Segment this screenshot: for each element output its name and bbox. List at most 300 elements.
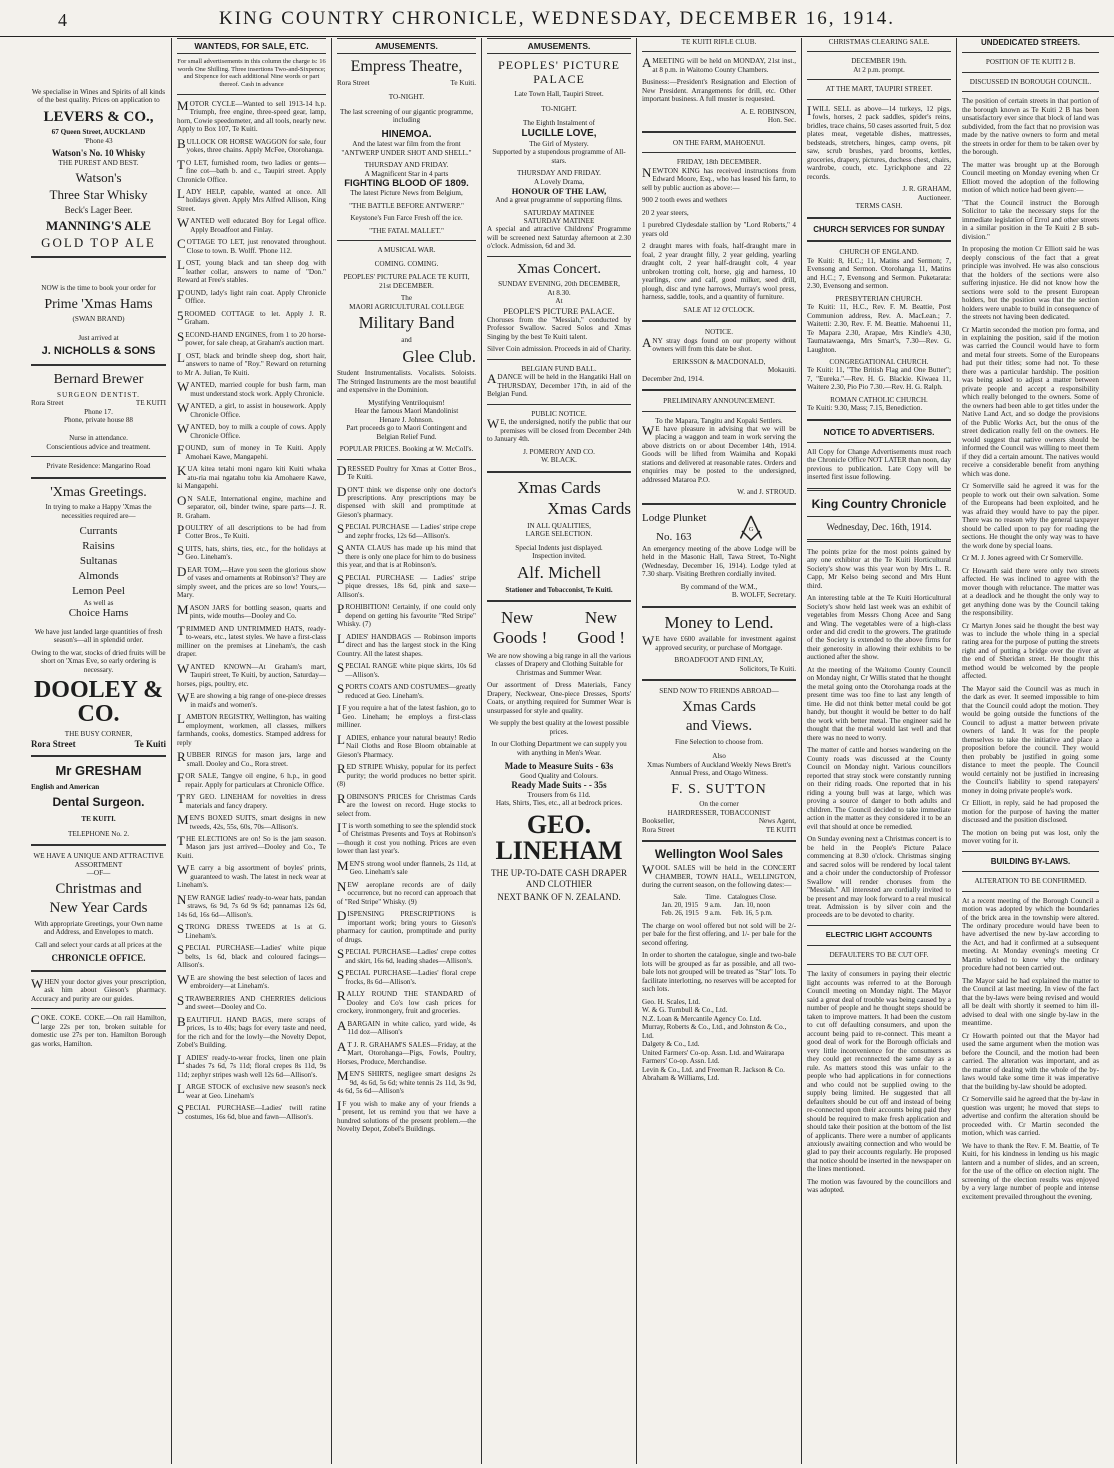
article-paragraph: Cr Somerville said he agreed that the by-law in question was urgent; he moved that steps to advertise and confirm the alteration should be proceeded with. Cr Martin seconded the motion, which was carried. [962,1095,1099,1138]
list-item: RUBBER RINGS for mason jars, large and small. Dooley and Co., Rora street. [177,749,326,768]
special-floral: SPECIAL PURCHASE—Ladies' floral crepe frocks, 8s 6d—Allison's. [337,967,476,986]
brewer-name: Bernard Brewer [53,372,144,388]
list-item: SUITS, hats, shirts, ties, etc., for the holidays at Geo. Lineham's. [177,542,326,562]
brewer-street: Rora Street [31,399,64,408]
lineham-name: GEO. LINEHAM [495,809,623,865]
mokauiti: Mokauiti. [767,366,796,375]
list-item: WANTED, married couple for bush farm, man must understand stock work. Apply Chronicle. [177,379,326,398]
list-item: FOUND, lady's light rain coat. Apply Chronicle Office. [177,286,326,306]
list-item: KUA kitea tetahi moni ngaro kiti Kuiti whaka atu-ria mai ngatahu tohu kia Amohaere Kawe, ki Mangapehi. [177,463,326,491]
list-item: THE ELECTIONS are on! So is the jam season. Mason jars just arrived—Dooley and Co., Te Kuiti. [177,833,326,860]
unique-assortment: WE HAVE A UNIQUE AND ATTRACTIVE ASSORTMENT [33,852,164,869]
public-notice: PUBLIC NOTICE. [531,409,587,418]
list-item: Abraham & Williams, Ltd. [642,1074,720,1083]
empress-thu-fri: THURSDAY AND FRIDAY. [364,161,449,170]
latest-pictures: The latest Picture News from Belgium, [350,189,463,198]
call-text: Call and select your cards at all prices at the [35,940,162,949]
silver-coin: Silver Coin admission. Proceeds in aid of Charity. [487,345,631,354]
table-header: Catalogues Close. [727,893,777,901]
sale-at: SALE AT 12 O'CLOCK. [683,305,755,314]
bookseller: Bookseller, [642,817,675,826]
list-item: WE carry a big assortment of boyles' prints, guaranteed to wash. The latest in neck wear at Lineham's. [177,862,326,890]
square-compass-icon [735,513,767,543]
money-to-lend: Money to Lend. [664,612,774,632]
purest-best: THE PUREST AND BEST. [58,159,139,168]
firm-list [642,998,796,1083]
special-indents: Special Indents just displayed. [515,543,603,552]
article-paragraph: Cr Howarth pointed out that the Mayor had used the same argument when the motion was before the Council, and the motion had been carried. The alteration was important, and as the matter of dealing with the whole of the by-laws would take some time it was imperative that the building by-law should be adopted. [962,1031,1099,1091]
dont-think: DON'T think we dispense only one doctor's prescriptions. Any prescriptions may be dispensed with skill and promptitude at Gieson's pharmacy. [337,483,476,519]
sutton-name: F. S. SUTTON [671,781,767,797]
maori-college: MAORI AGRICULTURAL COLLEGE [349,302,464,311]
at-2pm: At 2 p.m. prompt. [853,65,905,74]
list-item: TRY GEO. LINEHAM for novelties in dress materials and fancy drapery. [177,791,326,810]
ppp-tonight: TO-NIGHT. [541,104,577,113]
swan-brand: (SWAN BRAND) [72,315,125,324]
hear-famous: Hear the famous Maori Mandolinist [354,407,459,416]
list-item: LAMBTON REGISTRY, Wellington, has waiting employment, workmen, all classes, milkers farmhands, cooks, domestics. Stamped address for reply [177,711,326,747]
rally-round: RALLY ROUND THE STANDARD of Dooley and Co's low cash prices for crockery, ironmongery, fruit and groceries. [337,988,476,1016]
list-item: MASON JARS for bottling season, quarts and pints, wide mouths—Dooley and Co. [177,601,326,621]
page-columns [26,38,1104,1464]
saturday-matinee-1: SATURDAY MATINEE [523,208,595,217]
discussed-council: DISCUSSED IN BOROUGH COUNCIL. [969,77,1092,86]
editorial-paragraph: At the meeting of the Waitomo County Council on Monday night, Cr Willis stated that he thought the metal going onto the Otorohanga roads at the present time was too fine to last any length of time. He did not think better metal could be got handy, but thought it would be better to do half the work with better metal. The engineer said he thought that the metal would last well and that there was no need to worry. [807,665,951,742]
graham-sales: AT J. R. GRAHAM'S SALES—Friday, at the Mart, Otorohanga—Pigs, Fowls, Poultry, Horses, Produce, Merchandise. [337,1038,476,1066]
list-item: WANTED, boy to milk a couple of cows. Apply Chronicle Office. [177,421,326,440]
at-830: At 8.30. [547,288,571,297]
special-pique: SPECIAL PURCHASE — Ladies' stripe pique dresses, 18s 6d, pink and saxe—Allison's. [337,571,476,599]
news-agent: News Agent, [758,817,796,826]
rifle-business: Business:—President's Resignation and Election of New President. Arrangements for drill, etc. Other important business. A full muster is requested. [642,78,796,104]
xmas-greetings: 'Xmas Greetings. [50,484,147,500]
ladies-enhance: LADIES, enhance your natural beauty! Redio Nail Cloths and Rose Bloom obtainable at Gieson's Pharmacy. [337,731,476,759]
list-item: LARGE STOCK of exclusive new season's neck wear at Geo. Lineham's [177,1081,326,1100]
article-paragraph: At a recent meeting of the Borough Council a motion was adopted by which the boundaries of the brick area in the township were altered. The ordinary procedure would have been to have advertised the new by-law according to the Act, and had it confirmed at a subsequent meeting. At Monday evening's meeting Cr Martin wished to know why the ordinary procedure had not been carried out. [962,896,1099,973]
article-paragraph: Cr Martyn Jones said he thought the best way was to include the whole thing in a special rating area for the purpose of putting the streets right and of putting a bridge over the river at the end of Sheridan street. He thought this method would be welcomed by the people affected. [962,621,1099,681]
fighting-blood: FIGHTING BLOOD OF 1809. [344,178,469,190]
dec-19th: DECEMBER 19th. [851,57,907,66]
table-row [658,910,779,918]
on-corner: On the corner [699,800,739,809]
church-england-text: Te Kuiti: 8, H.C.; 11, Matins and Sermon; 7, Evensong and Sermon. Otorohanga 11, Matins and H.C.; 7, Evensong and Sermon. Puketarata: 2.30, Evensong and sermon. [807,256,951,291]
hairdresser: HAIRDRESSER, TOBACCONIST [667,808,771,817]
fine-selection: Fine Selection to choose from. [674,737,764,746]
newton-king: NEWTON KING has received instructions from Edward Moore, Esq., who has leased his farm, to sell by public auction as above:— [642,164,796,192]
coming-coming: COMING. COMING. [374,259,439,268]
alf-michell: Alf. Michell [516,562,602,582]
table-header: Sale. [673,893,687,901]
list-item: W. & G. Turnbull & Co., Ltd. [642,1006,728,1015]
eighth-instalment: The Eighth Instalment of [522,119,596,128]
notice-date: December 2nd, 1914. [642,374,704,383]
wanteds-list [177,97,326,1121]
girl-mystery: The Girl of Mystery. [529,139,589,148]
table-row [658,894,779,902]
stationer: Stationer and Tobacconist, Te Kuiti. [505,585,613,594]
lodge-number: No. 163 [656,530,692,543]
list-item: N.Z. Loan & Mercantile Agency Co. Ltd. [642,1014,762,1023]
list-item: 5ROOMED COTTAGE to let. Apply J. R. Graham. [177,307,326,327]
article-paragraph: The Mayor said the Council was as much in the dark as ever. It seemed impossible to him that the Council could adopt the motion. They would be going outside the functions of the Council to adjust a matter between private owners of land. It was for the people themselves to take the initiative and place a proposition before the council. They would then probably be justified in going some distance to meet the people. The Council would certainly not be justified in increasing the Council's liability to spend ratepayers' money in doing private people's work. [962,684,1099,795]
nurse-note: Nurse in attendance. [69,434,128,443]
list-item: MEN'S BOXED SUITS, smart designs in new tweeds, 42s, 55s, 60s, 70s—Allison's. [177,812,326,831]
ready-made: Ready Made Suits - - 35s [511,780,607,791]
good-2: Good ! [577,627,625,647]
pleasure-advising: WE have pleasure in advising that we will be placing a waggon and team in work serving the above districts on or about December 14th, 1914. Goods will be lifted from Waimiha and Kopaki stations and delivered at reasonable rates. Orders and enquiries may be posted to the undersigned, addressed Mataroa P.O. [642,422,796,484]
supply-best: We supply the best quality at the lowest possible prices. [489,719,629,736]
wool-text: WOOL SALES will be held in the CONCERT CHAMBER, TOWN HALL, WELLINGTON, during the current season, on the following dates:— [642,862,796,890]
auctioneer: Auctioneer. [917,193,951,202]
ppp-thu-fri: THURSDAY AND FRIDAY. [517,169,601,178]
article-paragraph: We have to thank the Rev. F. M. Beattie, of Te Kuiti, for his kindness in lending us his magic lantern and a number of slides, and an screen, for the use of the office on election night. The screening of the election results was enjoyed by a very large number of people and intense excitement prevailed throughout the evening. [962,1141,1099,1201]
church-services: CHURCH SERVICES FOR SUNDAY [813,224,945,234]
doctor-ad: WHEN your doctor gives your prescription, ask him about Gieson's pharmacy. Accuracy and purity are our guides. [31,975,166,1003]
honour-of-law: HONOUR OF THE LAW, [511,186,607,196]
stroud: W. and J. STROUD. [737,488,796,497]
kcc-date: Wednesday, Dec. 16th, 1914. [826,522,932,533]
brewer-town: TE KUITI [135,399,166,408]
robinson-name: A. E. ROBINSON, [740,107,796,116]
proceeds-text: Part proceeds go to Maori Contingent and Belgian Relief Fund. [346,424,467,441]
fruit-item: Currants [79,525,118,538]
choice-hams: Choice Hams [68,606,129,619]
wool-sales: Wellington Wool Sales [654,847,784,862]
military-band: Military Band [358,313,455,333]
santa-claus: SANTA CLAUS has made up his mind that there is only one place for him to do business this year, and that is at Robinson's. [337,542,476,570]
article-paragraph: The Mayor said he had explained the matter to the Council at last meeting. In view of the fact that the by-laws were being revised and would all be dealt with shortly it seemed to him ill-advised to deal with one single by-law in the meantime. [962,976,1099,1028]
list-item: Murray, Roberts & Co., Ltd., and Johnston & Co., Ltd. [642,1023,787,1040]
list-item: LOST, young black and tan sheep dog with leather collar, answers to name of "Don." Reward at Free's stables. [177,257,326,285]
also-label: Also [712,752,726,761]
catholic-text: Te Kuiti: 9.30, Mass; 7.15, Benediction. [807,404,923,413]
preliminary: PRELIMINARY ANNOUNCEMENT. [663,397,775,406]
brewer-phone: Phone 17. [84,407,113,416]
landed-text: We have just landed large quantities of fresh season's—all in splendid order. [34,627,163,645]
dressed-poultry: DRESSED Poultry for Xmas at Cotter Bros., Te Kuiti. [337,462,476,482]
fruit-item: Sultanas [79,554,118,567]
dispensing: DISPENSING PRESCRIPTIONS is important work; bring yours to Gieson's pharmacy for caution, promptitude and purity of drugs. [337,908,476,944]
fruit-item: Almonds [78,569,119,582]
editorial-paragraph: On Sunday evening next a Christmas concert is to be held in the People's Picture Palace commencing at 8.30 o'clock. Christmas singing and sacred solos will be rendered by local talent and a choir under the conductorship of Professor Swallow will render choruses from the "Messiah." All interested are cordially invited to be present and may look forward to a real musical treat. Admission is by silver coin and the proceeds are to be devoted to charity. [807,835,951,920]
hon-sec: Hon. Sec. [767,116,796,125]
christmas-cards-line2: New Year Cards [49,900,148,917]
list-item: SPECIAL PURCHASE—Ladies' twill ratine costumes, 16s 6d, blue and fawn—Allison's. [177,1102,326,1121]
charge-text: The charge on wool offered but not sold will be 2/- per bale for the first offering, and 1/- per bale for the second offering. [642,921,796,947]
fruit-item: Raisins [82,540,115,553]
list-item: BEAUTIFUL HAND BAGS, mere scraps of prices, 1s to 40s; bags for every taste and need, for the rich and for the lowly—the Novelty Depot, Zobel's Building. [177,1013,326,1050]
article-paragraph: Cr Martin seconded the motion pro forma, and in explaining the position, said if the motion was carried the Council would have to form and metal four streets. Some of the Europeans had put their titles; some had not. To these there was a particular hardship. The position was being asked to adjust a matter between private people and accept a responsibility which really belonged to the owners. Some of the owners had been able to get titles under the Native Land Act, and so dodge the provisions of the Public Works Act, but the onus of the street dedication really fell on the owners. He would suggest that native owners should be informed the Council was willing to meet them if they did a certain amount. The natives would receive a considerable benefit from anything which was done. [962,325,1099,478]
battle-before-antwerp: "THE BATTLE BEFORE ANTWERP." [349,201,464,210]
three-star-whisky: Three Star Whisky [49,186,148,202]
list-item: MOTOR CYCLE—Wanted to sell 1913-14 h.p. Triumph, free engine, three-speed gear, lamp, horn, Cowie speedometer, and all tools, nearly new. Apply to Box 107, Te Kuiti. [177,97,326,134]
table-cell: Jan. 10, noon [733,901,771,909]
watsons-10: Watson's No. 10 Whisky [51,148,146,159]
list-item: 20 2 year steers, [642,208,689,217]
sale-list [642,196,796,301]
presbyterian: PRESBYTERIAN CHURCH. [835,294,923,303]
column-3 [331,38,481,1464]
list-item: SPECIAL PURCHASE—Ladies' white pique belts, 1s 6d, black and coloured facings—Allison's. [177,942,326,970]
goods-1: Goods ! [493,627,548,647]
list-item: NEW RANGE ladies' ready-to-wear hats, pandan straws, 6s 9d, 7s 6d 9s 6d; pannamas 12s 6d, 14s 6d, 16s 6d—Allison's. [177,891,326,919]
owing-text: Owing to the war, stocks of dried fruits will be short on 'Xmas Eve, so early ordering is necessary. [31,648,166,674]
wanteds-rates: For small advertisements in this column the charge is: 16 words One Shilling. Three insertions Two-and-Sixpence; and Sixpence for each additional Nine words or part thereof. Cash in advance [177,58,326,88]
list-item: Geo. H. Scales, Ltd. [642,997,701,1006]
list-item: WANTED, a girl, to assist in housework. Apply Chronicle Office. [177,400,326,419]
graham-name: J. R. GRAHAM, [902,185,951,194]
hats-shirts: Hats, Shirts, Ties, etc., all at bedrock prices. [495,799,623,808]
levers-intro: We specialise in Wines and Spirits of all kinds of the best quality. Prices on application to [31,88,166,105]
catholic: ROMAN CATHOLIC CHURCH. [830,395,928,404]
ladies-handbags: LADIES' HANDBAGS — Robinson imports direct and has the largest stock in the King Country. All the latest shapes. [337,630,476,658]
fruit-list [31,524,166,598]
article-paragraph: The matter was brought up at the Borough Council meeting on Monday evening when Cr Elliott moved the adoption of the following motion of which notice had been given:— [962,160,1099,195]
as-well-as: As well as [83,598,114,607]
brewer-phone-private: Phone, private house 88 [63,415,134,424]
sports-coats: SPORTS COATS AND COSTUMES—greatly reduced at Geo. Lineham's. [337,681,476,700]
notice-heading: NOTICE. [704,328,734,337]
bylaws-sub: ALTERATION TO BE CONFIRMED. [974,877,1087,886]
latest-fashion: IF you require a hat of the latest fashion, go to Geo. Lineham; he employs a first-class milliner. [337,702,476,730]
hinemoa-title: HINEMOA. [381,128,432,140]
table-cell: Jan. 20, 1915 [661,901,699,909]
xmas-cards-views-2: and Views. [685,718,753,735]
students-text: Student Instrumentalists. Vocalists. Soloists. The Stringed Instruments are the most beautiful and expensive in the Dominion. [337,369,476,395]
lovely-drama: A Lovely Drama, [533,177,585,186]
prohibition: PROHIBITION! Certainly, if one could only depend on getting his favourite "Red Stripe" Whisky. (7) [337,601,476,629]
dooley-street: Rora Street [31,738,76,749]
electric-light-sub: DEFAULTERS TO BE CUT OFF. [829,950,929,959]
list-item: DEAR TOM,—Have you seen the glorious show of vases and ornaments at Robinson's? They are simply sweet, and the prices are so low! Yours,—Mary. [177,563,326,600]
amusements-header-right: AMUSEMENTS. [487,38,631,54]
table-cell: 9 a.m. [704,909,722,917]
pomeroy: J. POMEROY AND CO. [523,447,595,456]
uptodate-draper: THE UP-TO-DATE CASH DRAPER AND CLOTHIER [490,867,628,889]
latest-war-film: And the latest war film from the front "ANTWERP UNDER SHOT AND SHELL." [341,140,472,157]
column-4 [481,38,636,1464]
inspection-invited: Inspection invited. [532,552,586,561]
kcc-title: King Country Chronicle [811,496,947,511]
column-1 [26,38,171,1464]
masthead [0,0,1114,37]
busy-corner: THE BUSY CORNER, [64,730,133,739]
closure-notice: WE, the undersigned, notify the public that our premises will be closed from December 24th to January 4th. [487,416,631,444]
eriksson: ERIKSSON & MACDONALD, [672,357,766,366]
article-paragraph: "That the Council instruct the Borough Solicitor to take the necessary steps for the immediate legislation of Errol and other streets in a similar position in the Te Kuiti 2 B sub-division." [962,198,1099,241]
amusements-header-left: AMUSEMENTS. [337,38,476,54]
list-item: WE are showing a big range of one-piece dresses in maid's and women's. [177,690,326,709]
mannings-ale: MANNING'S ALE [45,217,152,233]
shorten-text: In order to shorten the catalogue, single and two-bale lots will be grouped as far as possible, and all two-bale lots not grouped will be treated as "Star" lots. To facilitate interlotting, no reserves will be accepted for such lots. [642,951,796,994]
list-item: United Farmers' Co-op. Assn. Ltd. and Wairarapa Farmers' Co-op. Assn. Ltd. [642,1048,785,1066]
gresham-name: Mr GRESHAM [55,763,142,779]
showing-range: We are now showing a big range in all the various classes of Drapery and Clothing Suitable for Christmas and Summer Wear. [487,651,631,677]
notice-advertisers: NOTICE TO ADVERTISERS. [823,426,935,437]
dooley-name: DOOLEY & CO. [33,677,164,728]
empress-theatre: Empress Theatre, [350,58,463,76]
becks-lager: Beck's Lager Beer. [64,205,133,216]
xmas-numbers: Xmas Numbers of Auckland Weekly News Brett's Annual Press, and Otago Witness. [647,760,791,778]
red-stripe: RED STRIPE Whisky, popular for its perfect purity; the world produces no better spirit. (8) [337,761,476,789]
peoples-picture-palace: PEOPLES' PICTURE PALACE [498,58,620,87]
position-2b: POSITION OF TE KUITI 2 B. [985,58,1076,67]
building-bylaws: BUILDING BY-LAWS. [990,856,1071,866]
svg-text:G: G [748,525,754,533]
nicholls-name: J. NICHOLLS & SONS [41,345,156,358]
wool-schedule [658,894,779,918]
xmas-cards-1: Xmas Cards [517,477,601,497]
friday-18th: FRIDAY, 18th DECEMBER. [676,158,762,167]
list-item: STRONG DRESS TWEEDS at 1s at G. Lineham's. [177,921,326,940]
rifle-club: TE KUITI RIFLE CLUB. [681,38,757,46]
saturday-matinee-2: SATURDAY MATINEE [523,216,595,225]
list-item: 900 2 tooth ewes and wethers [642,196,728,205]
list-item: WANTED well educated Boy for Legal office. Apply Broadfoot and Finlay. [177,215,326,234]
new-2: New [584,607,617,627]
by-command: By command of the W.M., [680,582,758,591]
wolff-secretary: B. WOLFF, Secretary. [731,591,796,600]
solicitors: Solicitors, Te Kuiti. [739,664,796,673]
made-to-measure: Made to Measure Suits - 63s [504,761,614,772]
sunday-evening: SUNDAY EVENING, 20th DECEMBER, [498,280,620,289]
column-2 [171,38,331,1464]
trousers: Trousers from 6s 11d. [527,790,591,799]
table-cell: Feb. 26, 1915 [661,909,699,917]
emergency-meeting: An emergency meeting of the above Lodge will be held in the Masonic Hall, Tawa Street, To-Night (Wednesday, December 16, 1914). Lodge tyled at 7.30 sharp. Visiting Brethren cordially invited. [642,544,796,579]
clothing-dept: In our Clothing Department we can supply you with anything in Men's Wear. [491,740,627,757]
dental-surgeon: Dental Surgeon. [52,795,145,810]
empress-street: Rora Street [337,78,370,87]
levers-name: LEVERS & CO., [43,108,154,125]
special-range: SPECIAL RANGE white pique skirts, 10s 6d—Allison's. [337,660,476,679]
levers-phone: 'Phone 43 [84,136,113,145]
editorial-paragraph: An interesting table at the Te Kuiti Horticultural Society's show held last week was an exhibit of vegetables from Messrs Chong Acee and Sang and Wing. The vegetables were of a high-class order and did credit to the growers. The gratitude of the Society is extended to the above firms for their generosity in allowing their exhibits to be auctioned after the show. [807,594,951,662]
wanteds-header: WANTEDS, FOR SALE, ETC. [177,38,326,54]
notice-advertisers-text: All Copy for Change Advertisements must reach the Chronicle Office NOT LATER than noon, day previous to publication. Late Copy will be inserted first issue following. [807,447,951,482]
undedicated-paragraphs [962,97,1099,845]
childrens-programme: A special and attractive Childrens' Programme will be screened next Saturday afternoon at 2.30 o'clock. Admission, 6d and 3d. [487,225,631,251]
dance-notice: ADANCE will be held in the Hangatiki Hall on THURSDAY, December 17th, in aid of the Belgian Fund. [487,371,631,399]
all-qualities: IN ALL QUALITIES, [527,521,591,530]
gold-top-ale: GOLD TOP ALE [41,235,156,251]
now-book: NOW is the time to book your order for [41,284,156,293]
list-item: LADIES' ready-to-wear frocks, linen one plain shades 7s 6d, 7s 11d; floral crepes 8s 11d, 9s 11d; zephyr stripes wash well 12s 6d—Allison's. [177,1051,326,1079]
xmas-cards-2: Xmas Cards [547,499,631,519]
new-aeroplane: NEW aeroplane records are of daily occurrence, but no record can approach that of "Red Stripe" Whisky. (9) [337,878,476,906]
just-arrived: Just arrived at [78,333,119,342]
stray-dogs: ANY stray dogs found on our property without owners will from this date be shot. [642,334,796,354]
list-item: POULTRY of all descriptions to be had from Cotter Bros., Te Kuiti. [177,521,326,541]
settlers: To the Mapara, Tangitu and Kopaki Settlers. [655,416,783,425]
brewer-title: SURGEON DENTIST. [57,390,140,399]
send-now: SEND NOW TO FRIENDS ABROAD— [659,687,779,696]
table-cell: Feb. 16, 5 p.m. [731,909,773,917]
editorial-paragraph: The matter of cattle and horses wandering on the County roads was discussed at the County Council on Monday night. Various councillors reported that stray stock were constantly running on their riding roads. One reported that in his riding a young bull was at large, which was proving a source of danger to both adults and children. The Council decided to take immediate action in the matter as they considered it to be an evil that should at once be remedied. [807,746,951,831]
newspaper-title: KING COUNTRY CHRONICLE, WEDNESDAY, DECEMBER 16, 1914. [218,8,896,29]
article-paragraph: The position of certain streets in that portion of the borough known as Te Kuiti 2 B has been unsatisfactory ever since that block of land was subdivided, from the fact that no provision was made by the native owners to form and metal the streets in order for them to be taken over by the borough. [962,97,1099,157]
page-number: 4 [58,10,67,30]
large-selection: LARGE SELECTION. [525,530,593,539]
list-item: LADY HELP, capable, wanted at once. All holidays given. Apply Mrs Alfred Allison, King Street. [177,186,326,213]
clearing-sale: CHRISTMAS CLEARING SALE. [828,38,930,46]
prime-hams: Prime 'Xmas Hams [44,296,153,312]
congregational: CONGREGATIONAL CHURCH. [829,358,929,366]
list-item: ON SALE, International engine, machine and separator, oil, binder twine, spare parts—J. R. R. Graham. [177,492,326,520]
last-screening: The last screening of our gigantic programme, including [339,107,474,125]
empress-tonight: TO-NIGHT. [388,93,425,102]
list-item: WANTED KNOWN—At Graham's mart, Taupiri street, Te Kuiti, by auction, Saturday—horses, pigs, poultry, etc. [177,660,326,688]
editorial-paragraphs [807,548,951,920]
magnificent-star: A Magnificent Star in 4 parts [364,169,449,178]
sutton-street: Rora Street [642,825,675,834]
fatal-mallet: "THE FATAL MALLET." [369,226,444,235]
keystone-farce: Keystone's Fun Farce Fresh off the ice. [350,214,463,223]
watsons-label: Watson's [75,169,122,185]
sutton-town: TE KUITI [765,825,796,834]
electric-paragraph: The laxity of consumers in paying their electric light accounts was referred to at the Borough Council meeting on Monday night. The Mayor said a great deal of trouble was being caused by a number of people and he thought steps should be taken to improve matters. It had been the custom to cut off defaulting consumers, and upon the account being paid to re-connect. This meant a good deal of work for the Borough officials and very little inconvenience for the consumers as they could get reconnected the same day as a rule. As matters stood this was unfair to the people who had applications in for connections and who could not be supplied owing to the supply being limited. He suggested that all defaulters should be cut off and instead of being re-connected upon their accounts being paid they should be required to make fresh application and should take their position at the bottom of the list of applicants. There were a number of applicants anxiously awaiting connection and who would be glad to pay their accounts regularly. He proposed that notice should be inserted in the newspaper on the lines mentioned. [807,970,951,1174]
column-5 [636,38,801,1464]
gresham-town: TE KUITI. [81,815,116,824]
musical-war: A MUSICAL WAR. [377,246,436,255]
fruit-item: Lemon Peel [72,584,125,597]
table-row [658,902,779,910]
late-town-hall: Late Town Hall, Taupiri Street. [514,90,604,99]
mens-shirts: MEN'S SHIRTS, negligee smart designs 2s 9d, 4s 6d, 5s 6d; white tennis 2s 11d, 3s 9d, 4s 6d, 5s 6d—Allison's [337,1068,476,1096]
at-label: At [555,297,563,306]
mystifying: Mystifying Ventriloquism! [368,398,445,407]
table-header: Time. [705,893,722,901]
lucille-love: LUCILLE LOVE, [521,127,597,139]
table-cell: 9 a.m. [704,901,722,909]
special-crepe: SPECIAL PURCHASE—Ladies' crepe cottes and skirt, 16s 6d, leading shades—Allison's. [337,946,476,965]
and-label: and [401,336,412,345]
lodge-plunket: Lodge Plunket [642,511,707,524]
article-paragraph: Cr Howarth said there were only two streets affected. He was inclined to agree with the mover though with reluctance. The matter was at a deadlock and he thought the only way to get anything done was by the Council taking the responsibility. [962,566,1099,618]
belgian-ball: BELGIAN FUND BALL. [521,364,597,373]
bylaws-paragraphs [962,897,1099,1201]
congregational-text: Te Kuiti: 11, "The British Flag and One Butter"; 7, "Eureka."—Rev. H. G. Blackie. Kiwaea 11, Waitere 2.30, Pio Pio 7.30.—Rev. H. G. Ralph. [807,366,951,392]
christmas-cards-line1: Christmas and [55,880,142,897]
henare-johnson: Henare J. Johnson. [379,415,434,424]
gresham-telephone: TELEPHONE No. 2. [67,829,130,838]
new-1: New [501,607,534,627]
list-item: Dalgety & Co., Ltd. [642,1040,700,1049]
supported-by: Supported by a stupendous programme of All-stars. [492,148,626,165]
church-england: CHURCH OF ENGLAND. [839,248,919,257]
electric-light-heading: ELECTRIC LIGHT ACCOUNTS [825,929,933,939]
money-text: WE have £600 available for investment against approved security, or purchase of Mortgage. [642,633,796,652]
trying-text: In trying to make a Happy 'Xmas the necessities required are— [45,503,152,520]
english-american: English and American [31,782,100,791]
presbyterian-text: Te Kuiti: 11, H.C., Rev. F. M. Beattie, Post Communion address, Rev. A. MacLean.; 7. Waitetti: 2.30, Rev. F. M. Beattie. Mahoenui 11, Te Mapara 2.30, Arapae, Mrs Kindle's 4.30, Taumatawaenga, Mrs Smart's, 7.30—Rev. G. Laughton. [807,303,951,354]
choruses: Choruses from the "Messiah," conducted by Professor Swallow. Sacred Solos and Xmas Singing by the best Te Kuiti talent. [487,315,631,341]
private-residence: Private Residence: Mangarino Road [46,462,151,471]
of-separator: —OF— [86,869,111,878]
special-stripe: SPECIAL PURCHASE — Ladies' stripe crepe and zephr frocks, 12s 6d—Allison's. [337,521,476,540]
dooley-town: Te Kuiti [134,738,166,749]
article-paragraph: In proposing the motion Cr Elliott said he was deeply conscious of the fact that a great principle was involved. He was also conscious that the holders of the sections were also suffering injustice. He did not know how the sections were sold to the present European holders, but the position was that the section holders were unable to build in consequence of the streets not having been dedicated. [962,245,1099,322]
worth-seeing: IT is worth something to see the splendid stock of Christmas Presents and Toys at Robinson's—though it cost you nothing. Prices are even lower than last year's. [337,819,476,856]
coke-ad: COKE. COKE. COKE.—On rail Hamilton, large 22s per ton, broken suitable for domestic use 27s per ton. Hamilton Borough gas works, Hamilton. [31,1012,166,1048]
xmas-cards-views-1: Xmas Cards [682,698,756,715]
undedicated-streets: UNDEDICATED STREETS. [981,38,1080,47]
terms-cash: TERMS CASH. [855,202,903,211]
empress-town: Te Kuiti. [450,78,476,87]
popular-prices: POPULAR PRICES. Booking at W. McColl's. [339,445,474,454]
column-6 [801,38,956,1464]
robinsons-prices: ROBINSON'S PRICES for Christmas Cards are the lowest on record. Huge stocks to select from. [337,790,476,818]
